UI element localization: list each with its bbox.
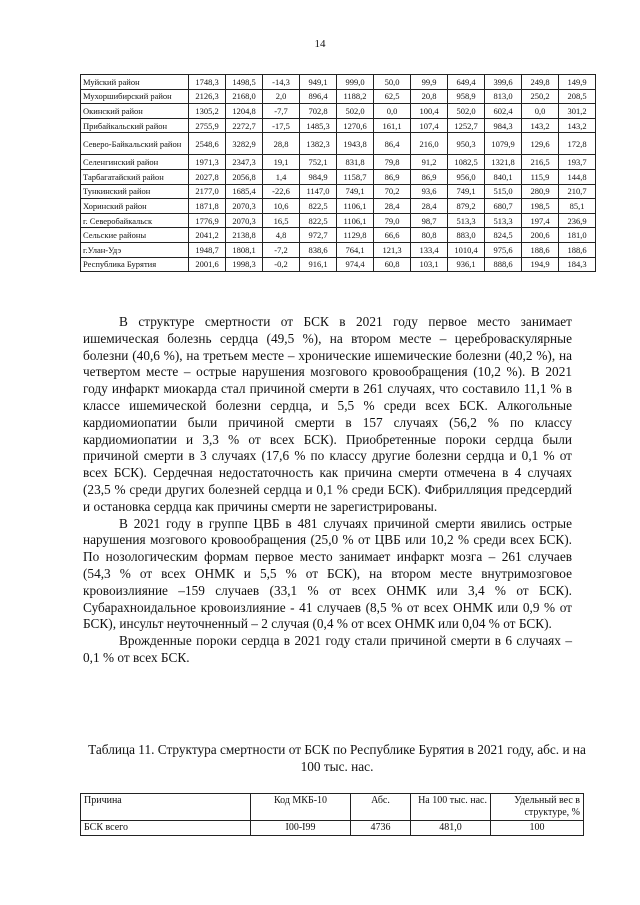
body-text xyxy=(83,314,572,667)
value-cell: 949,1 xyxy=(300,75,337,90)
table-row xyxy=(81,184,596,199)
value-cell: 1204,8 xyxy=(226,104,263,119)
value-cell: 103,1 xyxy=(411,257,448,272)
table-cell: I00-I99 xyxy=(251,821,351,836)
region-name-cell: Мухоршибирский район xyxy=(81,89,189,104)
value-cell: -14,3 xyxy=(263,75,300,90)
value-cell: 28,4 xyxy=(374,199,411,214)
table-row xyxy=(81,75,596,90)
table-row xyxy=(81,821,584,836)
value-cell: 28,4 xyxy=(411,199,448,214)
value-cell: 2548,6 xyxy=(189,133,226,155)
value-cell: 28,8 xyxy=(263,133,300,155)
value-cell: 208,5 xyxy=(559,89,596,104)
paragraph: В структуре смертности от БСК в 2021 году первое место занимает ишемическая болезнь сердца (49,5 %), на втором месте – цереброваскулярные болезни (40,6 %), на третьем месте – хронические ишемические болезни (40,2 %), на четвертом месте – острые нарушения мозгового кровообращения (10,2 %). В 2021 году инфаркт миокарда стал причиной смерти в 261 случаях, что составило 11,1 % в классе ишемической болезни сердца, и 5,5 % среди всех БСК. Алкогольные кардиомиопатии были причиной смерти в 157 случаях (56,2 % по классу кардиомиопатии и 3,3 % от всех БСК). Приобретенные пороки сердца были причиной смерти в 3 случаях (17,6 % по классу другие болезни сердца и 0,1 % от всех БСК). Сердечная недостаточность как причина смерти отмечена в 4 случаях (23,5 % среди других болезней сердца и 0,1 % среди БСК). Фибрилляция предсердий и остановка сердца как причины смерти не зарегистрированы. xyxy=(83,314,572,514)
value-cell: 822,5 xyxy=(300,199,337,214)
value-cell: 764,1 xyxy=(337,242,374,257)
region-name-cell: г. Северобайкальск xyxy=(81,213,189,228)
header-cell: Абс. xyxy=(351,794,411,821)
value-cell: 143,2 xyxy=(522,118,559,133)
value-cell: 19,1 xyxy=(263,155,300,170)
value-cell: 1270,6 xyxy=(337,118,374,133)
value-cell: 822,5 xyxy=(300,213,337,228)
value-cell: 2347,3 xyxy=(226,155,263,170)
value-cell: 883,0 xyxy=(448,228,485,243)
value-cell: 66,6 xyxy=(374,228,411,243)
value-cell: 502,0 xyxy=(337,104,374,119)
table-row xyxy=(81,133,596,155)
value-cell: 680,7 xyxy=(485,199,522,214)
region-name-cell: Сельские районы xyxy=(81,228,189,243)
value-cell: 513,3 xyxy=(448,213,485,228)
value-cell: 79,0 xyxy=(374,213,411,228)
value-cell: 972,7 xyxy=(300,228,337,243)
table-cell: 100 xyxy=(491,821,584,836)
value-cell: 86,9 xyxy=(411,169,448,184)
value-cell: 1147,0 xyxy=(300,184,337,199)
value-cell: 824,5 xyxy=(485,228,522,243)
value-cell: 974,4 xyxy=(337,257,374,272)
value-cell: 984,9 xyxy=(300,169,337,184)
value-cell: 1106,1 xyxy=(337,199,374,214)
value-cell: 193,7 xyxy=(559,155,596,170)
value-cell: 513,3 xyxy=(485,213,522,228)
value-cell: 249,8 xyxy=(522,75,559,90)
value-cell: 188,6 xyxy=(559,242,596,257)
value-cell: 250,2 xyxy=(522,89,559,104)
table-row xyxy=(81,89,596,104)
value-cell: 91,2 xyxy=(411,155,448,170)
region-name-cell: Тарбагатайский район xyxy=(81,169,189,184)
value-cell: 813,0 xyxy=(485,89,522,104)
value-cell: 0,0 xyxy=(374,104,411,119)
value-cell: 188,6 xyxy=(522,242,559,257)
value-cell: 79,8 xyxy=(374,155,411,170)
value-cell: 60,8 xyxy=(374,257,411,272)
value-cell: 1252,7 xyxy=(448,118,485,133)
value-cell: 216,5 xyxy=(522,155,559,170)
value-cell: -7,2 xyxy=(263,242,300,257)
value-cell: 2,0 xyxy=(263,89,300,104)
value-cell: 749,1 xyxy=(337,184,374,199)
value-cell: 121,3 xyxy=(374,242,411,257)
value-cell: 98,7 xyxy=(411,213,448,228)
value-cell: 194,9 xyxy=(522,257,559,272)
value-cell: 236,9 xyxy=(559,213,596,228)
value-cell: 2755,9 xyxy=(189,118,226,133)
value-cell: 2070,3 xyxy=(226,199,263,214)
table-cell: 4736 xyxy=(351,821,411,836)
value-cell: 2056,8 xyxy=(226,169,263,184)
value-cell: 197,4 xyxy=(522,213,559,228)
value-cell: 1,4 xyxy=(263,169,300,184)
value-cell: 216,0 xyxy=(411,133,448,155)
value-cell: 956,0 xyxy=(448,169,485,184)
value-cell: 70,2 xyxy=(374,184,411,199)
header-cell: Удельный вес в структуре, % xyxy=(491,794,584,821)
value-cell: -7,7 xyxy=(263,104,300,119)
table-header-row xyxy=(81,794,584,821)
value-cell: 86,9 xyxy=(374,169,411,184)
value-cell: 879,2 xyxy=(448,199,485,214)
header-cell: На 100 тыс. нас. xyxy=(411,794,491,821)
region-name-cell: Селенгинский район xyxy=(81,155,189,170)
regional-mortality-table xyxy=(80,74,596,272)
table-row xyxy=(81,257,596,272)
table-row xyxy=(81,104,596,119)
value-cell: 4,8 xyxy=(263,228,300,243)
value-cell: 984,3 xyxy=(485,118,522,133)
value-cell: 838,6 xyxy=(300,242,337,257)
value-cell: 16,5 xyxy=(263,213,300,228)
value-cell: 198,5 xyxy=(522,199,559,214)
value-cell: 85,1 xyxy=(559,199,596,214)
value-cell: 2041,2 xyxy=(189,228,226,243)
table-row xyxy=(81,169,596,184)
value-cell: 80,8 xyxy=(411,228,448,243)
value-cell: 2168,0 xyxy=(226,89,263,104)
value-cell: 2070,3 xyxy=(226,213,263,228)
value-cell: 2027,8 xyxy=(189,169,226,184)
value-cell: 916,1 xyxy=(300,257,337,272)
value-cell: 649,4 xyxy=(448,75,485,90)
value-cell: 1082,5 xyxy=(448,155,485,170)
region-name-cell: Тункинский район xyxy=(81,184,189,199)
table-cell: БСК всего xyxy=(81,821,251,836)
value-cell: 1971,3 xyxy=(189,155,226,170)
paragraph: Врожденные пороки сердца в 2021 году стали причиной смерти в 6 случаях – 0,1 % от всех БСК. xyxy=(83,633,572,665)
value-cell: 702,8 xyxy=(300,104,337,119)
paragraph: В 2021 году в группе ЦВБ в 481 случаях причиной смерти явились острые нарушения мозгового кровообращения (25,0 % от ЦВБ или 10,2 % среди всех БСК). По нозологическим формам первое место занимает инфаркт мозга – 261 случаев (54,3 % от всех ОНМК и 5,5 % от БСК), на втором месте внутримозговое кровоизлияние –159 случаев (33,1 % от всех ОНМК или 3,4 % от БСК). Субарахноидальное кровоизлияние - 41 случаев (8,5 % от всех ОНМК или 0,9 % от БСК), инсульт неуточненный – 2 случая (0,4 % от всех ОНМК или 0,04 % от БСК). xyxy=(83,515,572,632)
value-cell: 181,0 xyxy=(559,228,596,243)
value-cell: 107,4 xyxy=(411,118,448,133)
value-cell: 161,1 xyxy=(374,118,411,133)
value-cell: 515,0 xyxy=(485,184,522,199)
value-cell: -0,2 xyxy=(263,257,300,272)
value-cell: 62,5 xyxy=(374,89,411,104)
value-cell: -17,5 xyxy=(263,118,300,133)
value-cell: 502,0 xyxy=(448,104,485,119)
value-cell: 1748,3 xyxy=(189,75,226,90)
value-cell: 1106,1 xyxy=(337,213,374,228)
table-cell: 481,0 xyxy=(411,821,491,836)
header-cell: Причина xyxy=(81,794,251,821)
value-cell: 602,4 xyxy=(485,104,522,119)
value-cell: 752,1 xyxy=(300,155,337,170)
value-cell: -22,6 xyxy=(263,184,300,199)
value-cell: 958,9 xyxy=(448,89,485,104)
region-name-cell: Окинский район xyxy=(81,104,189,119)
value-cell: 280,9 xyxy=(522,184,559,199)
value-cell: 301,2 xyxy=(559,104,596,119)
value-cell: 133,4 xyxy=(411,242,448,257)
value-cell: 1998,3 xyxy=(226,257,263,272)
value-cell: 2177,0 xyxy=(189,184,226,199)
value-cell: 936,1 xyxy=(448,257,485,272)
table-row xyxy=(81,213,596,228)
value-cell: 2001,6 xyxy=(189,257,226,272)
table-row xyxy=(81,155,596,170)
table-row xyxy=(81,199,596,214)
value-cell: 1158,7 xyxy=(337,169,374,184)
value-cell: 99,9 xyxy=(411,75,448,90)
region-name-cell: Муйский район xyxy=(81,75,189,90)
region-name-cell: Прибайкальский район xyxy=(81,118,189,133)
value-cell: 210,7 xyxy=(559,184,596,199)
value-cell: 1808,1 xyxy=(226,242,263,257)
region-name-cell: Республика Бурятия xyxy=(81,257,189,272)
value-cell: 10,6 xyxy=(263,199,300,214)
value-cell: 1382,3 xyxy=(300,133,337,155)
value-cell: 1871,8 xyxy=(189,199,226,214)
value-cell: 2138,8 xyxy=(226,228,263,243)
structure-table xyxy=(80,793,584,836)
value-cell: 20,8 xyxy=(411,89,448,104)
value-cell: 950,3 xyxy=(448,133,485,155)
table-row xyxy=(81,118,596,133)
value-cell: 1685,4 xyxy=(226,184,263,199)
value-cell: 1943,8 xyxy=(337,133,374,155)
value-cell: 143,2 xyxy=(559,118,596,133)
region-name-cell: г.Улан-Удэ xyxy=(81,242,189,257)
value-cell: 749,1 xyxy=(448,184,485,199)
value-cell: 888,6 xyxy=(485,257,522,272)
value-cell: 1321,8 xyxy=(485,155,522,170)
value-cell: 1498,5 xyxy=(226,75,263,90)
table-caption: Таблица 11. Структура смертности от БСК по Республике Бурятия в 2021 году, абс. и на 100 тыс. нас. xyxy=(88,742,586,774)
value-cell: 50,0 xyxy=(374,75,411,90)
page-number: 14 xyxy=(314,38,326,50)
value-cell: 200,6 xyxy=(522,228,559,243)
value-cell: 0,0 xyxy=(522,104,559,119)
value-cell: 840,1 xyxy=(485,169,522,184)
value-cell: 129,6 xyxy=(522,133,559,155)
value-cell: 1948,7 xyxy=(189,242,226,257)
value-cell: 149,9 xyxy=(559,75,596,90)
value-cell: 144,8 xyxy=(559,169,596,184)
value-cell: 1188,2 xyxy=(337,89,374,104)
table-row xyxy=(81,242,596,257)
value-cell: 2272,7 xyxy=(226,118,263,133)
value-cell: 1776,9 xyxy=(189,213,226,228)
value-cell: 831,8 xyxy=(337,155,374,170)
value-cell: 1079,9 xyxy=(485,133,522,155)
value-cell: 115,9 xyxy=(522,169,559,184)
region-name-cell: Хоринский район xyxy=(81,199,189,214)
value-cell: 896,4 xyxy=(300,89,337,104)
value-cell: 93,6 xyxy=(411,184,448,199)
value-cell: 184,3 xyxy=(559,257,596,272)
value-cell: 1010,4 xyxy=(448,242,485,257)
value-cell: 399,6 xyxy=(485,75,522,90)
value-cell: 172,8 xyxy=(559,133,596,155)
header-cell: Код МКБ-10 xyxy=(251,794,351,821)
value-cell: 1305,2 xyxy=(189,104,226,119)
value-cell: 1485,3 xyxy=(300,118,337,133)
value-cell: 975,6 xyxy=(485,242,522,257)
value-cell: 3282,9 xyxy=(226,133,263,155)
value-cell: 100,4 xyxy=(411,104,448,119)
value-cell: 1129,8 xyxy=(337,228,374,243)
value-cell: 86,4 xyxy=(374,133,411,155)
region-name-cell: Северо-Байкальский район xyxy=(81,133,189,155)
value-cell: 2126,3 xyxy=(189,89,226,104)
table-row xyxy=(81,228,596,243)
value-cell: 999,0 xyxy=(337,75,374,90)
